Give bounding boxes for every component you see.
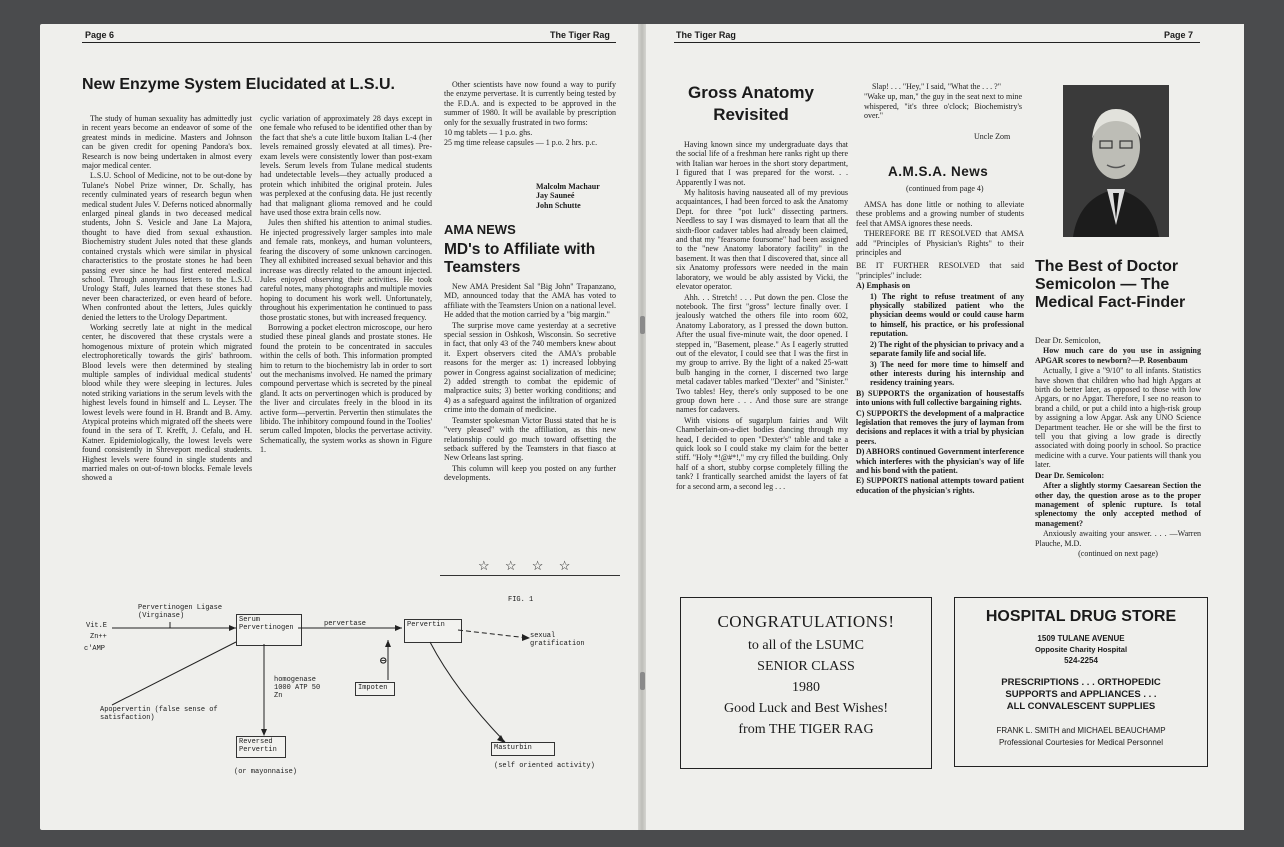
fig-ligase: Pervertinogen Ligase (Virginase) xyxy=(138,604,223,620)
congrats-ad xyxy=(680,597,932,769)
fig-inhibit-icon: ⊖ xyxy=(380,656,387,668)
drug-store-services3: ALL CONVALESCENT SUPPLIES xyxy=(1006,701,1156,712)
author-3: John Schutte xyxy=(536,200,581,210)
drug-store-tagline: Professional Courtesies for Medical Personnel xyxy=(998,738,1164,747)
enzyme-p4: cyclic variation of approximately 28 days except in one female who refused to be identified other than by the fact that she's a cute little buxom Italian L-4 (her levels remained grossly elevated at all times). Pre-exam levels were consistently lower than post-exam levels. Serum levels from Tulane medical students had undetectable levels—they actually produced a protein which inhibited the original protein. Jules was perplexed at the confusing data. He just recently had that malignant glioma removed and he could have used those extra brain cells now. xyxy=(260,114,432,218)
best-of-body xyxy=(1035,336,1201,559)
amsa-continued: (continued from page 4) xyxy=(906,184,984,193)
amsa-resolved1: THEREFORE BE IT RESOLVED that AMSA add "Principles of Physician's Rights" to their principles and xyxy=(856,229,1024,258)
fig-pervertase-label: pervertase xyxy=(324,620,367,628)
fig-apopervertin: Apopervertin (false sense of satisfaction) xyxy=(100,706,218,722)
fig-reversed-note: (or mayonnaise) xyxy=(234,768,298,776)
amsa-sub3: 3) The need for more time to himself and other interests during his internship and residency training years. xyxy=(870,359,1024,388)
gross-body xyxy=(676,140,848,492)
gross-p3: Ahh. . . Stretch! . . . Put down the pen. Close the notebook. The first "gross" lecture finally over. I jealously watched the others file into room 602, Anatomy Laboratory, as I pressed the down button. After the usual five-minute wait, the door opened. I stepped in, "Basement, please." As I eagerly strutted out of the elevator, I could see that I was the first in my group to arrive. By the light of a naked 25-watt bulb hanging in the corner, I discerned two large metal cadaver tables marked "Dexter" and "Sinister." Two tables! Hey, there's only supposed to be one group down here . . . And those sure are strange names for cadavers. xyxy=(676,292,848,415)
fig-input-vite: Vit.E xyxy=(86,622,108,630)
enzyme-p6: Borrowing a pocket electron microscope, our hero studied these pineal glands and prostate stones. He found the protein to be concentrated in saccules within the cells of both. This information prompted him to return to the biochemistry lab in order to sort out the mechanisms involved. He named the primary compound pervertase which is secreted by the pineal gland. It acts on pervertinogen which is produced by the liver and circulates freely in the blood in its active form—pervertin. Pervertin then stimulates the libido. The inhibitory compound found in the Toolies' serum called Impoten, blocks the pervertase activity. Schematically, the system works as shown in Figure 1. xyxy=(260,322,432,455)
ama-stars: ☆ ☆ ☆ ☆ xyxy=(478,558,577,573)
author-1: Malcolm Machaur xyxy=(536,182,600,191)
drug-store-location: Opposite Charity Hospital xyxy=(1034,645,1128,654)
congrats-line6: from THE TIGER RAG xyxy=(738,722,874,737)
gross-p5: Slap! . . . "Hey," I said, "What the . . . ?" xyxy=(872,82,1001,91)
answer-1: Actually, I give a "9/10" to all infants. Statistics have shown that children who had high Apgars at birth do better later, as opposed to those with low Apgars, or no Apgar. Therefore, I see no reason to brand a child, or put a child into a high-risk group by assigning a low Apgar. Ask any UNO Science Department teacher. He or she will be the first to tell you that giving a low grade is directly associated with doing poorly in school. So practice medicine with a curve. Your patients will thank you later. xyxy=(1035,366,1201,470)
fig-masturbin-box: Masturbin xyxy=(491,742,555,756)
fig-input-camp: c'AMP xyxy=(84,645,106,653)
author-2: Jay Sauneé xyxy=(536,191,575,201)
enzyme-p3: Working secretly late at night in the medical center, he discovered that these crystals were a homogenous mixture of protein which migrated electrophoretically towards the girls' bathroom. Blood levels were then determined by stealing multiple samples of individual medical students' blood while they were sleeping in lectures. Jules noted striking variations in the serum levels with the highest levels found in himself and L. Leyser. The lowest levels were found in H. Brandt and B. Amy. Atypical proteins which migrated off the sheets were found in the sera of T. Krefft, J. Cefalu, and H. Katner. Epidemiologically, the lowest levels were found consistently in Shreveport medical students. Highest levels were found in single students and married males on out-of-town blocks. Female levels showed a xyxy=(82,322,252,483)
enzyme-headline: New Enzyme System Elucidated at L.S.U. xyxy=(82,76,395,93)
drug-store-phone: 524-2254 xyxy=(1064,656,1098,665)
congrats-line1: CONGRATULATIONS! xyxy=(717,612,895,631)
congrats-line3: SENIOR CLASS xyxy=(757,659,855,674)
gross-headline: Gross Anatomy Revisited xyxy=(688,83,814,124)
best-of-headline: The Best of Doctor Semicolon — The Medical Fact-Finder xyxy=(1035,258,1186,311)
fig-arrow-apo xyxy=(112,642,236,705)
best-of-continued: (continued on next page) xyxy=(1078,548,1158,558)
ama-p2: The surprise move came yesterday at a secretive special session in Oshkosh, Wisconsin. So secretive in fact, that only 43 of the 740 members knew about it. Expert observers cited the AMA's probable reasons for the merger as: 1) increased lobbying power in Congress against socialization of medicine; 2) added strength to combat the epidemic of malpractice suits; 3) better working conditions; and 4) as a safeguard against the infiltration of organized crime into the domain of medicine. xyxy=(444,320,616,415)
fig-impoten-box: Impoten xyxy=(355,682,395,696)
amsa-item-a: A) Emphasis on xyxy=(856,281,911,291)
amsa-body xyxy=(856,200,1024,496)
question-1: How much care do you use in assigning APGAR scores to newborn?—P. Rosenbaum xyxy=(1035,346,1201,365)
congrats-line2: to all of the LSUMC xyxy=(748,638,864,653)
fig-reversed-box: Reversed Pervertin xyxy=(236,736,286,758)
fig-title: FIG. 1 xyxy=(508,596,534,604)
left-running-head: The Tiger Rag xyxy=(550,30,610,40)
fig-input-zn: Zn++ xyxy=(90,633,107,641)
fig-pervertin-box: Pervertin xyxy=(404,619,462,643)
salutation-2: Dear Dr. Semicolon: xyxy=(1035,470,1105,480)
gross-p4: With visions of sugarplum fairies and Wilt Chamberlain-on-a-diet bodies dancing through my head, I decided to open "Dexter's" table and take a quick look so I could stake my claim for the better stiff. "Holy *!@#*!," my cry filled the building. Only half of a short, stubby corpse completely filling the tank? I frantically searched amidst the layers of fat for a second arm, a second leg . . . xyxy=(676,415,848,491)
salutation-1: Dear Dr. Semicolon, xyxy=(1035,336,1101,345)
question-2-signature: Anxiously awaiting your answer. . . . —Warren Plauche, M.D. xyxy=(1035,529,1201,548)
amsa-item-d: D) ABHORS continued Government interference which interferes with the physician's way of life and his bond with the patient. xyxy=(856,447,1024,475)
drug-store-ad xyxy=(954,597,1208,767)
left-page-number: Page 6 xyxy=(85,30,115,40)
amsa-resolved2: BE IT FURTHER RESOLVED that said "principles" include: xyxy=(856,261,1024,280)
ama-kicker: AMA NEWS xyxy=(444,222,516,237)
right-running-head: The Tiger Rag xyxy=(676,30,736,40)
right-header-rule xyxy=(674,42,1200,43)
enzyme-p7: Other scientists have now found a way to purify the enzyme pervertase. It is currently being tested by the F.D.A. and is expected to be approved in the summer of 1980. It will be available by prescription only for the sexually frustrated in two forms: xyxy=(444,80,616,127)
fig-arrow-masturbin xyxy=(430,642,505,742)
drug-store-services2: SUPPORTS and APPLIANCES . . . xyxy=(1005,689,1157,700)
gross-p2: My halitosis having nauseated all of my previous acquaintances, I had been forced to ask the Anatomy Dept. for three "pot luck" dissecting partners. Needless to say I was dismayed to learn that all the sixth-floor cadaver tables had already been claimed, and that my "fearsome foursome" had been assigned to the "new Anatomy laboratory facility" in the basement. It was then that I discovered that, since all six Anatomy professors were needed in the main laboratory, we would be ably assisted by Vicki, the elevator operator. xyxy=(676,188,848,292)
fig-masturbin-note: (self oriented activity) xyxy=(494,762,595,770)
amsa-sub1: 1) The right to refuse treatment of any physically stabilized patient who the physician deems would or could cause harm to himself, his practice, or his professional reputation. xyxy=(870,291,1024,339)
right-page-number: Page 7 xyxy=(1164,30,1194,40)
gross-signature: Uncle Zom xyxy=(974,132,1011,141)
amsa-sub2: 2) The right of the physician to privacy and a separate family life and social life. xyxy=(870,339,1024,359)
amsa-p1: AMSA has done little or nothing to alleviate these problems and a growing number of students feel that AMSA ignores these needs. xyxy=(856,200,1024,228)
ama-headline: MD's to Affiliate with Teamsters xyxy=(444,241,596,276)
dose-1: 10 mg tablets — 1 p.o. ghs. xyxy=(444,128,533,138)
dose-2: 25 mg time release capsules — 1 p.o. 2 hrs. p.c. xyxy=(444,138,598,148)
ama-p4: This column will keep you posted on any further developments. xyxy=(444,463,616,483)
enzyme-p5: Jules then shifted his attention to animal studies. He injected progressively larger samples into male and female rats, monkeys, and human volunteers, fearing the discovery of some unknown carcinogen. They all exhibited increased sexual behavior and this increase was directly related to the amount injected. Jules enjoyed observing their activities. He took careful notes, many photographs and multiple movies hoping to document his work well. Unfortunately, throughout his experimentation he continued to pass those prostatic stones, but with increased frequency. xyxy=(260,218,432,322)
portrait-photo xyxy=(1063,85,1169,237)
gross-p1: Having known since my undergraduate days that the social life of a freshman here ranks right up there with Italian war heroes in the short story department, I figured that I was prepared for the worst. . . Apparently I was not. xyxy=(676,140,848,187)
congrats-line5: Good Luck and Best Wishes! xyxy=(723,701,889,716)
gross-p6: "Wake up, man," the guy in the seat next to mine whispered, "it's three o'clock; Biochemistry's over." xyxy=(864,92,1022,121)
amsa-item-e: E) SUPPORTS national attempts toward patient education of the physician's rights. xyxy=(856,476,1024,495)
ama-p1: New AMA President Sal "Big John" Trapanzano, MD, announced today that the AMA has voted to affiliate with the Teamsters Union on a national level. He added that the motion carried by a "big margin." xyxy=(444,282,616,320)
drug-store-services1: PRESCRIPTIONS . . . ORTHOPEDIC xyxy=(1001,677,1161,688)
ama-p3: Teamster spokesman Victor Bussi stated that he is "very pleased" with the affiliation, as this new relationship could go much toward offsetting the setback suffered by the Teamsters in that fiasco at New Orleans last spring. xyxy=(444,415,616,463)
enzyme-p1: The study of human sexuality has admittedly just in recent years become an endeavor of some of the greatest minds in medicine. Masters and Johnson can be given credit for opening Pandora's box. Research is now being undertaken in almost every major medical center. xyxy=(82,114,252,171)
fig-serum-box: Serum Pervertinogen xyxy=(236,614,302,646)
amsa-item-c: C) SUPPORTS the development of a malpractice legislation that removes the jury of layman from decisions and replaces it with a trial by physician peers. xyxy=(856,408,1024,446)
fig-arrow-gratification xyxy=(458,630,528,638)
amsa-headline: A.M.S.A. News xyxy=(888,164,989,179)
fig-outcome: sexual gratification xyxy=(530,632,585,648)
drug-store-owners: FRANK L. SMITH and MICHAEL BEAUCHAMP xyxy=(996,726,1166,735)
congrats-line4: 1980 xyxy=(792,680,820,695)
fig-homogenase: homogenase 1000 ATP 50 Zn xyxy=(274,676,321,700)
drug-store-name: HOSPITAL DRUG STORE xyxy=(985,608,1177,625)
question-2: After a slightly stormy Caesarean Section the other day, the question arose as to the proper management of splenic rupture. Is total splenectomy the only accepted method of management? xyxy=(1035,481,1201,528)
enzyme-p2: L.S.U. School of Medicine, not to be out-done by Tulane's Nobel Prize winner, Dr. Schally, has recently culminated years of research begun when medical student Jules V. Deferns noticed abnormally enlarged pineal glands in two deceased medical students, John S. Vesicle and Jane La Majora, thought to have died from sexual exhaustion. Biochemistry student Jules noted that these glands contained crystals which were similar in physical characteristics to the prostate stones he had been passing ever since he had first entered medical school. Through anonymous letters to the L.S.U. Urology Staff, Jules learned that these stones had never been characterized, or even heard of before. When confronted about the letters, Jules quickly denied the letters to the Urology Department. xyxy=(82,171,252,322)
gross-continued xyxy=(864,82,1022,122)
amsa-item-b: B) SUPPORTS the organization of housestaffs into unions with full collective bargaining rights. xyxy=(856,388,1024,408)
drug-store-address: 1509 TULANE AVENUE xyxy=(1037,634,1125,643)
